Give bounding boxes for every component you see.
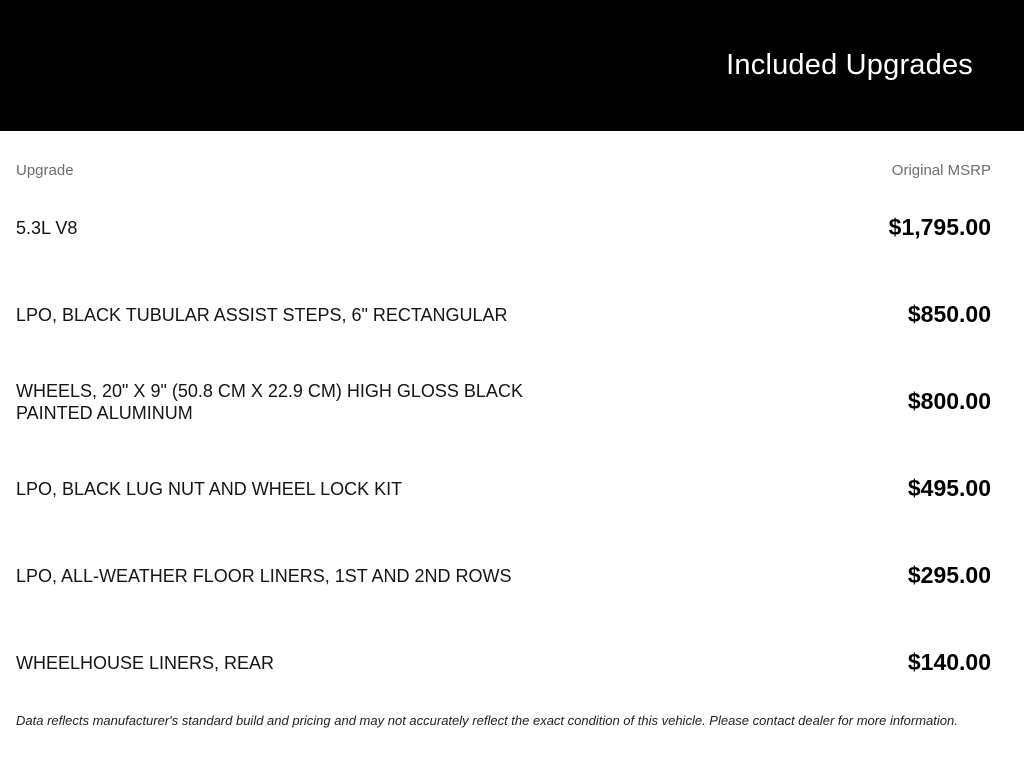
upgrade-name: LPO, BLACK TUBULAR ASSIST STEPS, 6" RECTANGULAR: [16, 304, 508, 325]
upgrade-price: $140.00: [907, 649, 991, 675]
upgrade-name: 5.3L V8: [16, 217, 78, 238]
table-row: [16, 358, 991, 445]
table-row: [16, 271, 991, 358]
page-header: [0, 0, 1024, 131]
table-row: [16, 445, 991, 532]
table-row: [16, 532, 991, 619]
upgrade-price: $1,795.00: [888, 214, 991, 240]
upgrade-name: LPO, ALL-WEATHER FLOOR LINERS, 1ST AND 2ND ROWS: [16, 565, 512, 586]
upgrade-price: $800.00: [907, 388, 991, 414]
page-title: Included Upgrades: [726, 49, 973, 81]
upgrade-price: $295.00: [907, 562, 991, 588]
upgrade-name: WHEELS, 20" X 9" (50.8 CM X 22.9 CM) HIGH GLOSS BLACK PAINTED ALUMINUM: [16, 380, 523, 423]
disclaimer-text: Data reflects manufacturer's standard build and pricing and may not accurately reflect the exact condition of this vehicle. Please contact dealer for more information.: [16, 713, 958, 728]
upgrade-price: $495.00: [907, 475, 991, 501]
upgrade-price: $850.00: [907, 301, 991, 327]
column-header-upgrade: Upgrade: [16, 161, 74, 179]
column-header-original-msrp: Original MSRP: [891, 161, 991, 179]
table-row: [16, 619, 991, 706]
upgrades-table: [0, 156, 1024, 706]
upgrade-name: LPO, BLACK LUG NUT AND WHEEL LOCK KIT: [16, 478, 403, 499]
table-row: [16, 184, 991, 271]
upgrade-name: WHEELHOUSE LINERS, REAR: [16, 652, 275, 673]
table-header-row: [16, 156, 991, 184]
